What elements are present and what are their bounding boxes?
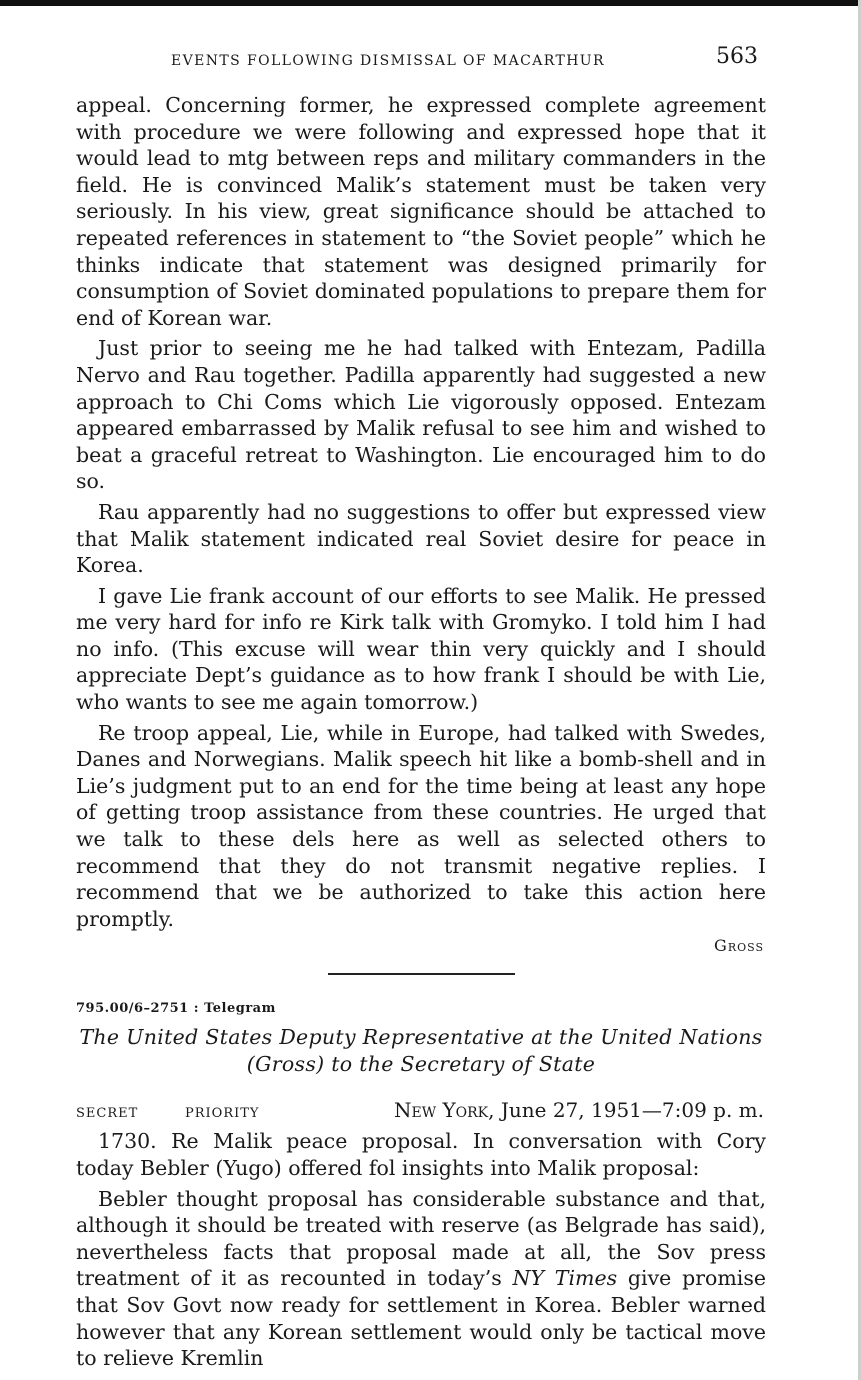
- text-run: give promise that Sov Govt now ready for settlement in Korea. Bebler warned however that any Korean settlement would only be tactical move to relieve Kremlin: [76, 1266, 766, 1371]
- file-reference: 795.00/6–2751 : Telegram: [76, 1001, 276, 1017]
- section-divider: [328, 973, 515, 975]
- document-title-line: The United States Deputy Representative at the United Nations: [79, 1025, 763, 1050]
- running-head: EVENTS FOLLOWING DISMISSAL OF MACARTHUR: [171, 53, 605, 69]
- book-page: [76, 40, 766, 1376]
- body-paragraph: appeal. Concerning former, he expressed complete agreement with procedure we were following and expressed hope that it would lead to mtg between reps and military commanders in the field. He is convinced Malik’s statement must be taken very seriously. In his view, great significance should be attached to repeated references in statement to “the Soviet people” which he thinks indicate that statement was designed primarily for consumption of Soviet dominated populations to prepare them for end of Korean war.: [76, 93, 766, 330]
- body-paragraph: Just prior to seeing me he had talked with Entezam, Padilla Nervo and Rau together. Padilla apparently had suggested a new approach to Chi Coms which Lie vigorously opposed. Entezam appeared embarrassed by Malik refusal to see him and wished to beat a graceful retreat to Washington. Lie encouraged him to do so.: [76, 336, 766, 494]
- date-time: , June 27, 1951—7:09 p. m.: [488, 1098, 764, 1123]
- body-paragraph: I gave Lie frank account of our efforts to see Malik. He pressed me very hard for info re Kirk talk with Gromyko. I told him I had no info. (This excuse will wear thin very quickly and I should appreciate Dept’s guidance as to how frank I should be with Lie, who wants to see me again tomorrow.): [76, 583, 766, 715]
- place: New York: [393, 1098, 489, 1123]
- body-paragraph: Rau apparently had no suggestions to offer but expressed view that Malik statement indicated real Soviet desire for peace in Korea.: [76, 499, 766, 578]
- telegram-paragraph: [76, 1186, 766, 1372]
- scan-top-border: [0, 0, 861, 6]
- signature: Gross: [714, 936, 764, 956]
- document-title: [76, 1024, 766, 1078]
- classification: SECRET: [76, 1106, 139, 1122]
- page-header: [76, 40, 766, 80]
- text-run: Bebler thought proposal has considerable substance and that, although it should be treated with reserve (as Belgrade has said), nevertheless facts that proposal made at all, the Sov press treatment of it as recounted in today’s: [76, 1186, 766, 1291]
- precedence: PRIORITY: [185, 1106, 260, 1122]
- document-title-line: (Gross) to the Secretary of State: [246, 1052, 596, 1077]
- page-number: 563: [716, 44, 758, 69]
- telegram-paragraph: 1730. Re Malik peace proposal. In conversation with Cory today Bebler (Yugo) offered fol insights into Malik proposal:: [76, 1129, 766, 1180]
- dateline: [76, 1098, 766, 1128]
- body-paragraph: Re troop appeal, Lie, while in Europe, had talked with Swedes, Danes and Norwegians. Malik speech hit like a bomb-shell and in Lie’s judgment put to an end for the time being at least any hope of getting troop assistance from these countries. He urged that we talk to these dels here as well as selected others to recommend that they do not transmit negative replies. I recommend that we be authorized to take this action here promptly.: [76, 720, 766, 931]
- place-and-date: [394, 1098, 764, 1122]
- publication-title: NY Times: [512, 1266, 618, 1291]
